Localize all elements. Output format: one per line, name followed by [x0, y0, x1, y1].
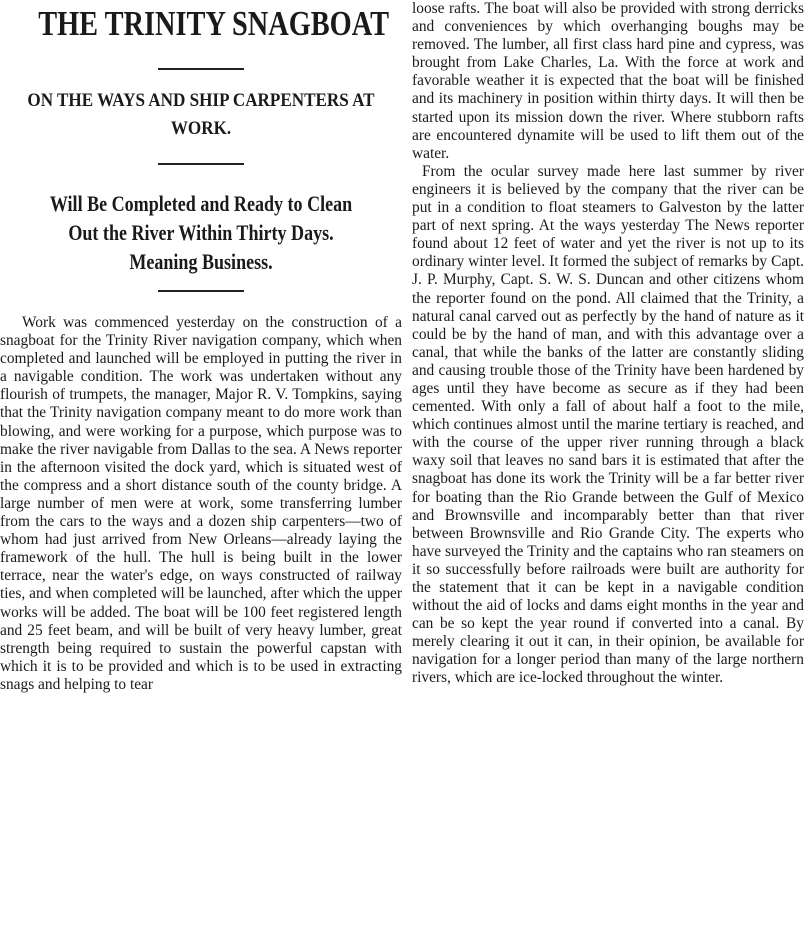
left-column — [0, 0, 402, 694]
headline: THE TRINITY SNAGBOAT — [38, 4, 389, 43]
divider-rule — [158, 68, 244, 70]
right-column — [412, 0, 804, 688]
article-body-right-paragraph: loose rafts. The boat will also be provided with strong derricks and conveniences by which overhanging boughs may be removed. The lumber, all first class hard pine and cypress, was brought from Lake Charles, La. With the force at work and favorable weather it is expected that the boat will be finished and its machinery in position within thirty days. It will then be started upon its mission down the river. Where stubborn rafts are encountered dynamite will be used to lift them out of the water. — [412, 0, 804, 162]
deck-heading: Will Be Completed and Ready to Clean Out the River Within Thirty Days. Meaning Business. — [49, 191, 353, 274]
divider-rule — [158, 163, 244, 165]
article-body-right-paragraph: From the ocular survey made here last summer by river engineers it is believed by the company that the river can be put in a condition to float steamers to Galveston by the latter part of next spring. At the ways yesterday The News reporter found about 12 feet of water and yet the river is not up to its ordinary winter level. It formed the subject of remarks by Capt. J. P. Murphy, Capt. S. W. S. Duncan and other citizens whom the reporter found on the pond. All claimed that the Trinity, a natural canal carved out as perfectly by the hand of nature as it could be by the hand of man, and with this advantage over a canal, that while the banks of the latter are constantly sliding and causing trouble those of the Trinity have been hardened by ages until they have become as secure as if they had been cemented. With only a fall of about half a foot to the mile, which continues almost until the marine tertiary is reached, and with the course of the upper river running through a black waxy soil that leaves no sand bars it is estimated that after the snagboat has done its work the Trinity will be a far better river for boating than the Rio Grande between the Gulf of Mexico and Brownsville and incomparably better than that river between Brownsville and Rio Grande City. The experts who have surveyed the Trinity and the captains who ran steamers on it so successfully before railroads were built are authority for the statement that it can be kept in a navigable condition without the aid of locks and dams eight months in the year and can be so kept the year round if converted into a canal. By merely clearing it out it can, in their opinion, be available for navigation for a longer period than many of the large northern rivers, which are ice-locked throughout the winter. — [412, 162, 804, 687]
article-body-left: Work was commenced yesterday on the construction of a snagboat for the Trinity River navigation company, which when completed and launched will be employed in putting the river in a navigable condition. The work was undertaken without any flourish of trumpets, the manager, Major R. V. Tompkins, saying that the Trinity navigation company meant to do more work than blowing, and were working for a purpose, which purpose was to make the river navigable from Dallas to the sea. A News reporter in the afternoon visited the dock yard, which is situated west of the compress and a short distance south of the county bridge. A large number of men were at work, some transferring lumber from the cars to the ways and a dozen ship carpenters—two of whom had just arrived from New Orleans—already laying the framework of the hull. The hull is being built in the lower terrace, near the water's edge, on ways constructed of railway ties, and when completed will be launched, after which the upper works will be added. The boat will be 100 feet registered length and 25 feet beam, and will be built of very heavy lumber, great strength being required to sustain the powerful capstan with which it is to be provided and which is to be used in extracting snags and helping to tear — [0, 314, 402, 693]
divider-rule — [158, 290, 244, 292]
subheading: ON THE WAYS AND SHIP CARPENTERS AT WORK. — [27, 90, 375, 139]
